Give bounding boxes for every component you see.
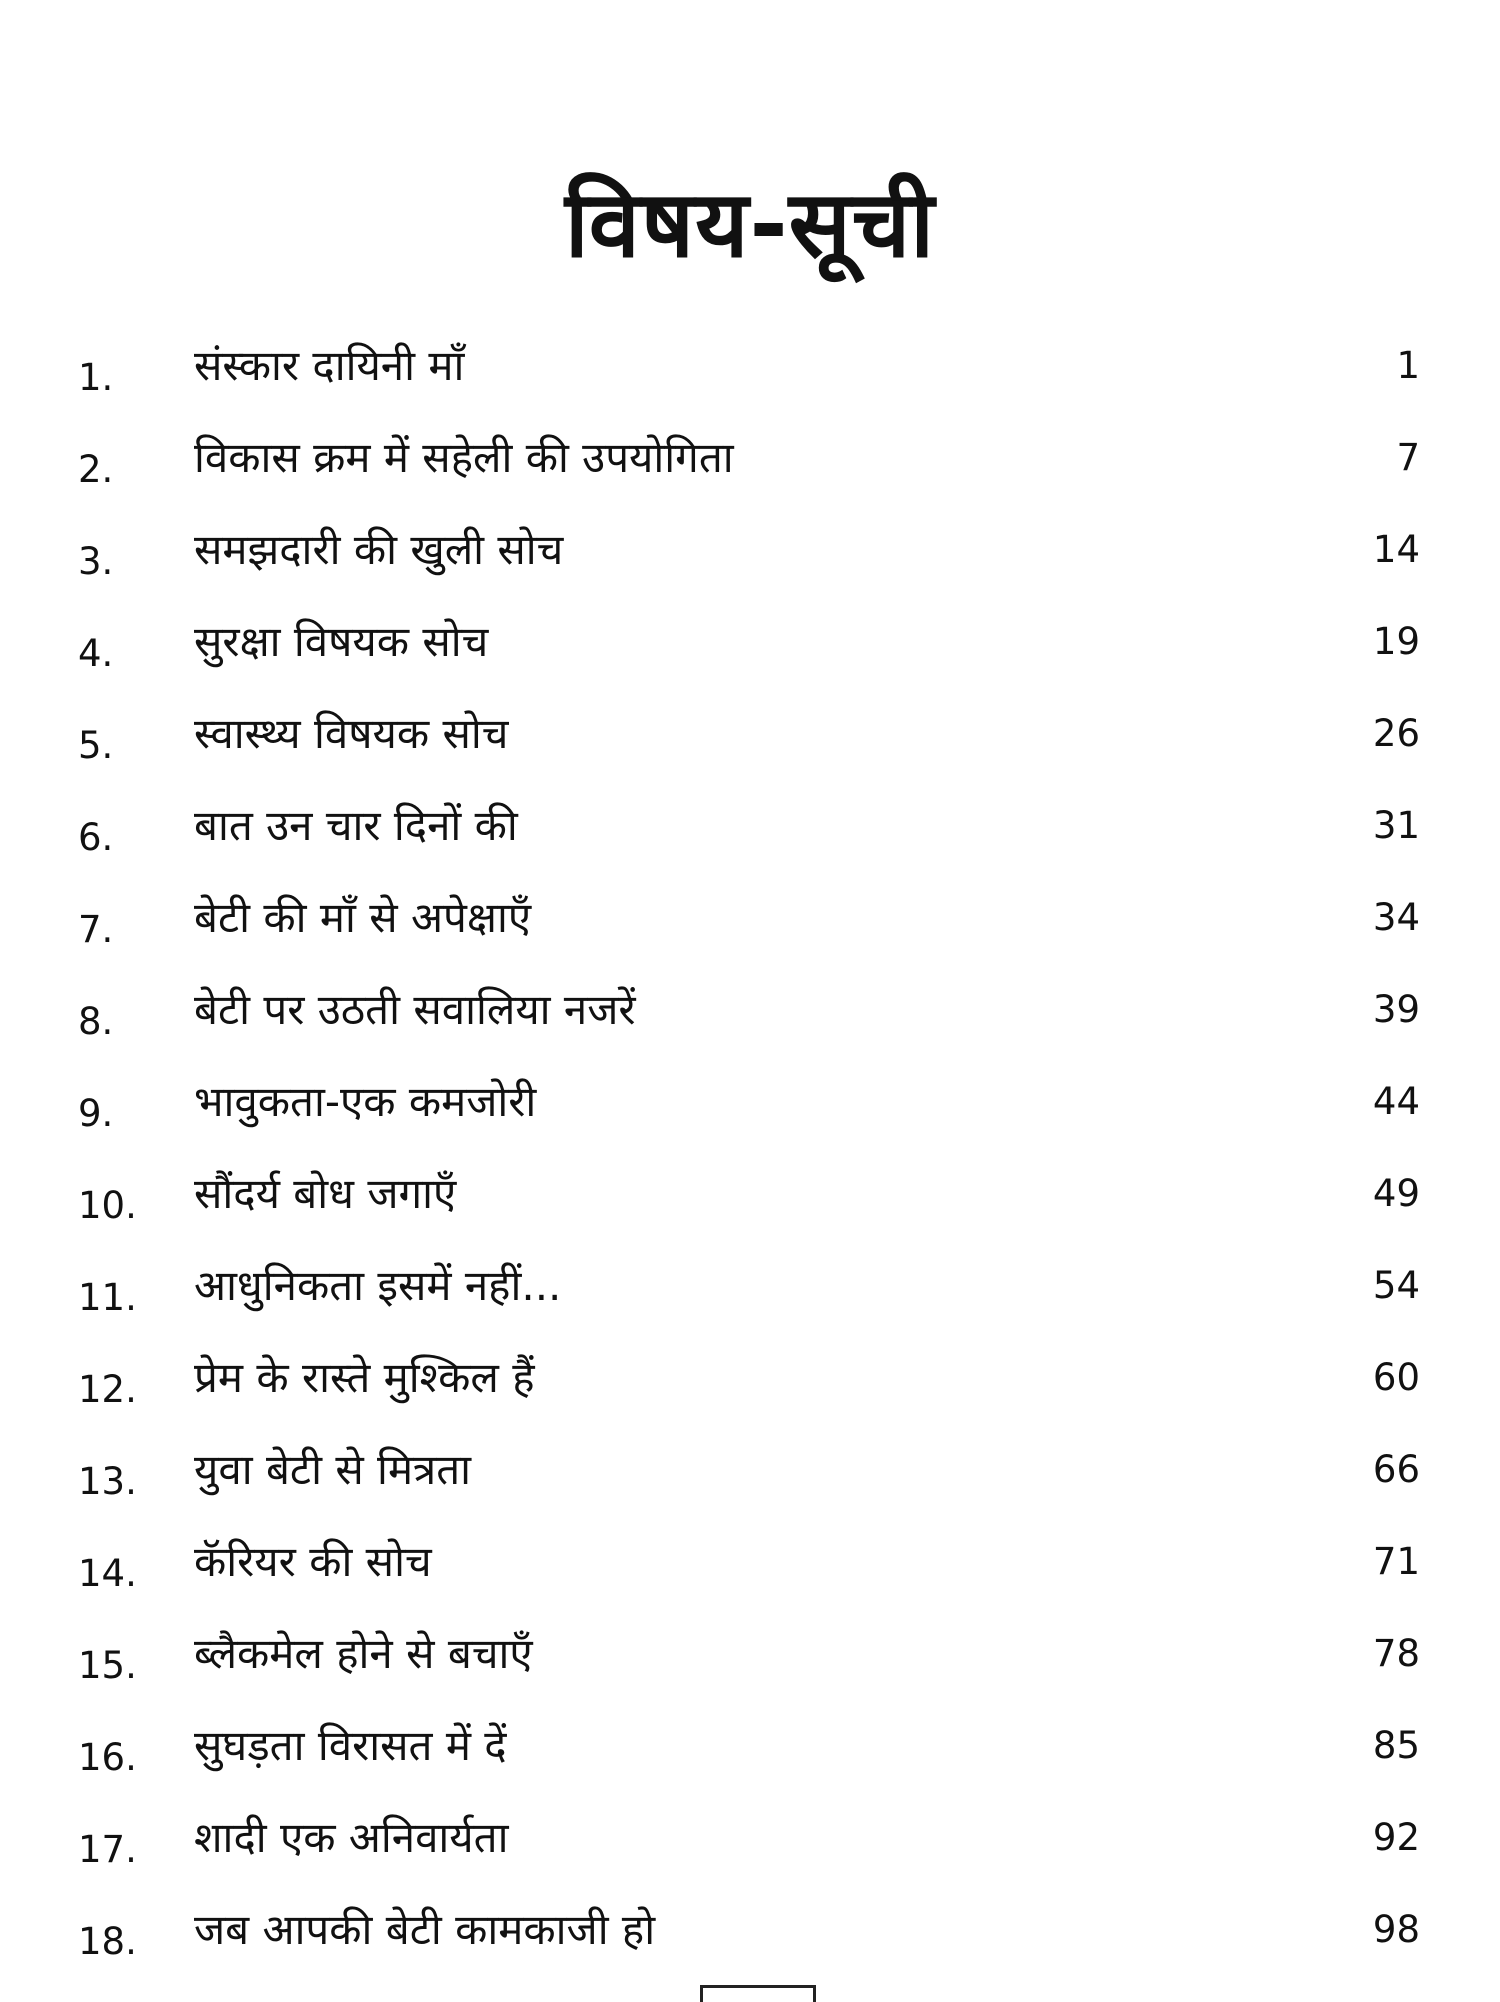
toc-entry-number: 13. <box>78 1460 137 1503</box>
toc-entry <box>78 1424 1420 1516</box>
toc-entry-page-number: 44 <box>1372 1080 1420 1123</box>
toc-entry <box>78 780 1420 872</box>
toc-entry-number: 12. <box>78 1368 137 1411</box>
toc-entry-page-number: 78 <box>1372 1632 1420 1675</box>
toc-entry <box>78 1148 1420 1240</box>
toc-entry-page-number: 92 <box>1372 1816 1420 1859</box>
toc-entry-page-number: 85 <box>1372 1724 1420 1767</box>
toc-entry-page-number: 7 <box>1396 436 1420 479</box>
toc-list <box>78 320 1420 1976</box>
toc-entry <box>78 320 1420 412</box>
toc-entry-title: आधुनिकता इसमें नहीं... <box>194 1261 562 1310</box>
toc-entry <box>78 412 1420 504</box>
toc-entry <box>78 504 1420 596</box>
toc-entry <box>78 1516 1420 1608</box>
toc-entry <box>78 596 1420 688</box>
toc-entry <box>78 1332 1420 1424</box>
toc-entry-title: सौंदर्य बोध जगाएँ <box>194 1169 457 1218</box>
toc-entry-page-number: 26 <box>1372 712 1420 755</box>
toc-entry-title: जब आपकी बेटी कामकाजी हो <box>194 1905 656 1954</box>
toc-entry-title: सुघड़ता विरासत में दें <box>194 1721 507 1770</box>
toc-entry-title: कॅरियर की सोच <box>194 1537 432 1586</box>
toc-entry-page-number: 34 <box>1372 896 1420 939</box>
toc-entry <box>78 964 1420 1056</box>
toc-entry-title: शादी एक अनिवार्यता <box>194 1813 509 1862</box>
toc-entry-number: 1. <box>78 356 114 399</box>
toc-entry-number: 6. <box>78 816 114 859</box>
toc-entry-title: भावुकता-एक कमजोरी <box>194 1077 537 1126</box>
toc-entry-number: 4. <box>78 632 114 675</box>
toc-entry-number: 16. <box>78 1736 137 1779</box>
toc-entry-title: बात उन चार दिनों की <box>194 801 518 850</box>
toc-entry-page-number: 60 <box>1372 1356 1420 1399</box>
toc-entry-page-number: 31 <box>1372 804 1420 847</box>
toc-entry <box>78 1700 1420 1792</box>
toc-entry <box>78 1056 1420 1148</box>
toc-entry <box>78 1240 1420 1332</box>
toc-entry-number: 9. <box>78 1092 114 1135</box>
toc-entry-page-number: 98 <box>1372 1908 1420 1951</box>
toc-entry-number: 8. <box>78 1000 114 1043</box>
toc-entry-number: 15. <box>78 1644 137 1687</box>
toc-entry-title: सुरक्षा विषयक सोच <box>194 617 489 666</box>
toc-entry-title: स्वास्थ्य विषयक सोच <box>194 709 509 758</box>
toc-entry-page-number: 66 <box>1372 1448 1420 1491</box>
toc-entry <box>78 1792 1420 1884</box>
toc-entry-number: 7. <box>78 908 114 951</box>
toc-entry-number: 14. <box>78 1552 137 1595</box>
toc-entry-page-number: 49 <box>1372 1172 1420 1215</box>
toc-entry-page-number: 19 <box>1372 620 1420 663</box>
toc-entry-title: समझदारी की खुली सोच <box>194 525 564 574</box>
toc-entry-page-number: 39 <box>1372 988 1420 1031</box>
toc-entry <box>78 1884 1420 1976</box>
toc-entry-title: विकास क्रम में सहेली की उपयोगिता <box>194 433 734 482</box>
toc-entry-page-number: 14 <box>1372 528 1420 571</box>
toc-entry-title: ब्लैकमेल होने से बचाएँ <box>194 1629 533 1678</box>
toc-entry-number: 11. <box>78 1276 137 1319</box>
toc-entry-page-number: 71 <box>1372 1540 1420 1583</box>
toc-entry-number: 10. <box>78 1184 137 1227</box>
toc-entry-number: 2. <box>78 448 114 491</box>
toc-entry-title: संस्कार दायिनी माँ <box>194 341 465 390</box>
toc-entry-title: युवा बेटी से मित्रता <box>194 1445 472 1494</box>
toc-entry <box>78 1608 1420 1700</box>
toc-entry <box>78 872 1420 964</box>
toc-entry-number: 5. <box>78 724 114 767</box>
toc-entry-title: बेटी पर उठती सवालिया नजरें <box>194 985 636 1034</box>
page-title: विषय-सूची <box>564 171 936 278</box>
toc-entry-page-number: 54 <box>1372 1264 1420 1307</box>
toc-entry-number: 3. <box>78 540 114 583</box>
toc-entry-title: बेटी की माँ से अपेक्षाएँ <box>194 893 532 942</box>
toc-entry-title: प्रेम के रास्ते मुश्किल हैं <box>194 1353 535 1402</box>
toc-entry-number: 17. <box>78 1828 137 1871</box>
footer-bracket-mark <box>700 1985 816 2002</box>
toc-entry-number: 18. <box>78 1920 137 1963</box>
toc-entry <box>78 688 1420 780</box>
toc-entry-page-number: 1 <box>1396 344 1420 387</box>
